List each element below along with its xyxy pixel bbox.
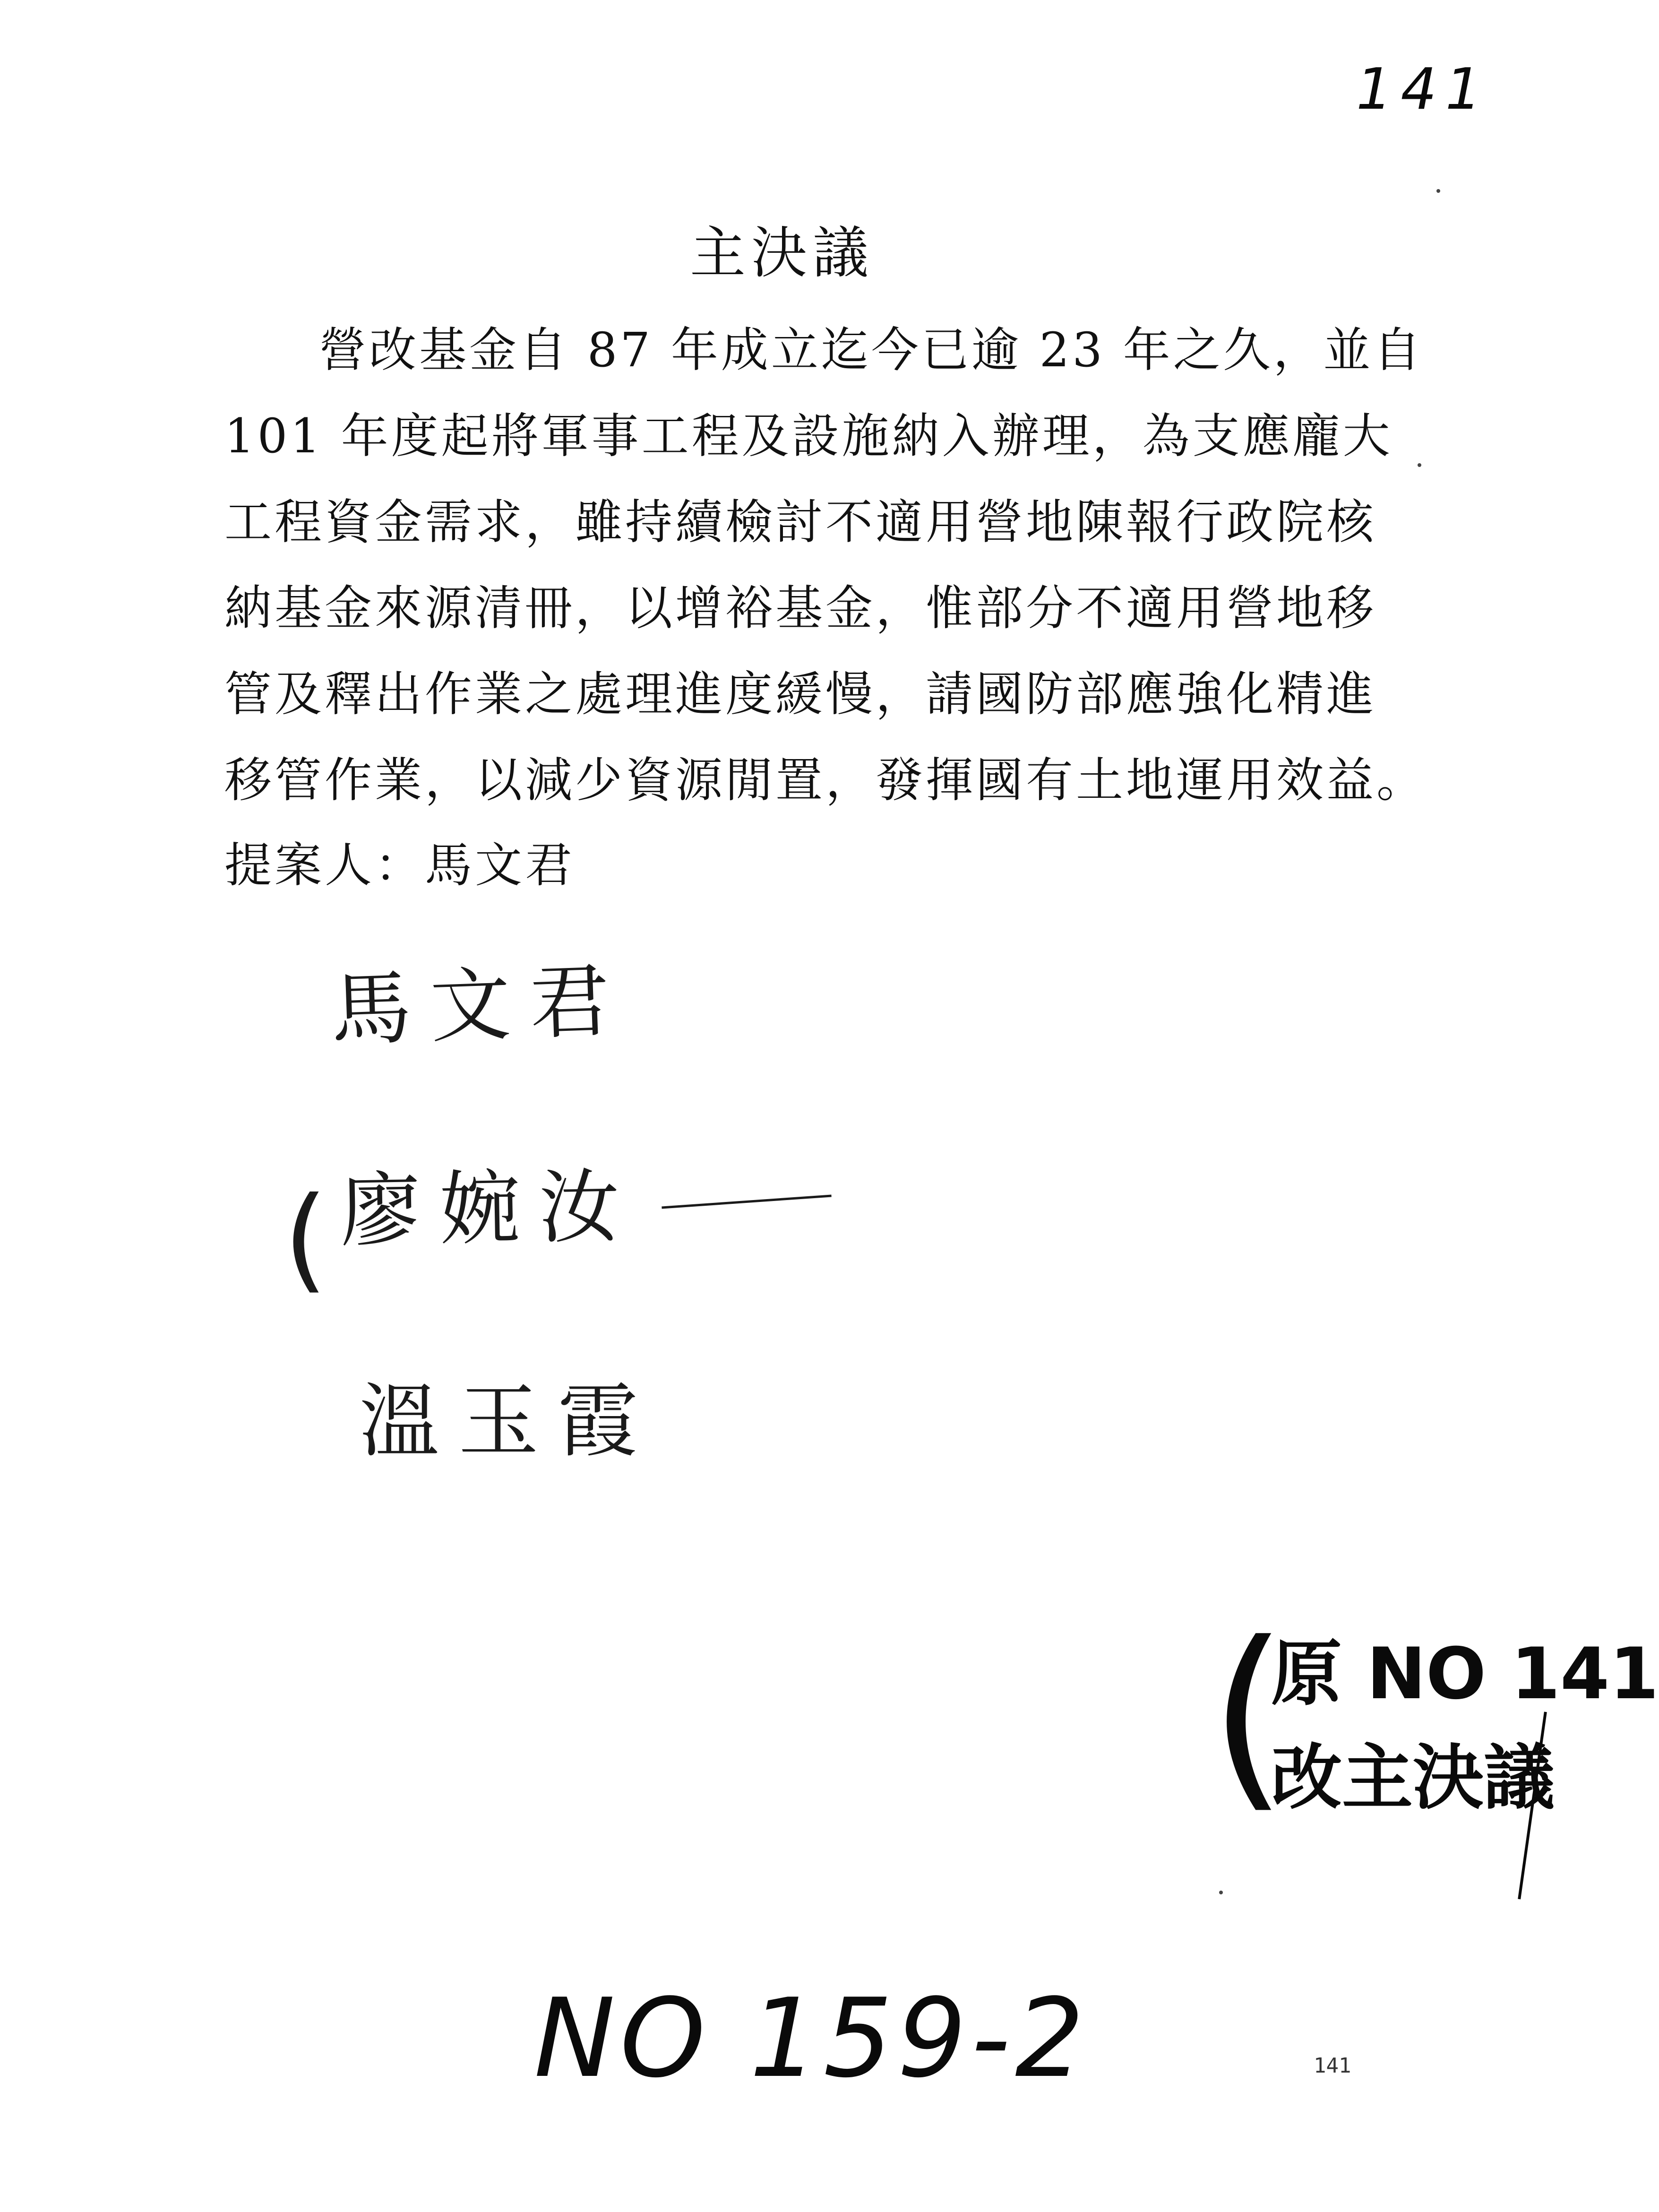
scan-speck: [1418, 463, 1421, 467]
signature: 溫玉霞: [359, 1375, 657, 1469]
handwritten-document-number: NO 159-2: [534, 1976, 1089, 2102]
body-line: 管及釋出作業之處理進度緩慢，請國防部應強化精進: [224, 666, 1376, 722]
signature: 馬文君: [329, 954, 630, 1058]
body-line: 納基金來源清冊，以增裕基金，惟部分不適用營地移: [224, 580, 1376, 636]
body-line: 營改基金自 87 年成立迄今已逾 23 年之久，並自: [319, 322, 1424, 378]
body-line: 移管作業，以減少資源閒置，發揮國有土地運用效益。: [224, 752, 1427, 808]
margin-note-bracket: (: [1210, 1600, 1287, 1831]
handwritten-page-mark: 141: [1356, 57, 1490, 122]
body-line: 工程資金需求，雖持續檢討不適用營地陳報行政院核: [224, 494, 1376, 550]
margin-note-line: 改主決議: [1271, 1737, 1555, 1819]
signature: 廖婉汝: [339, 1159, 639, 1259]
signature-bracket-mark: (: [284, 1172, 328, 1305]
body-line: 101 年度起將軍事工程及設施納入辦理，為支應龐大: [224, 408, 1393, 464]
page-number: 141: [1314, 2054, 1351, 2078]
proposer-line: 提案人：馬文君: [224, 838, 575, 893]
margin-note-line: 原 NO 141: [1271, 1633, 1659, 1715]
scan-speck: [1436, 189, 1440, 193]
scan-speck: [1219, 1891, 1223, 1894]
page-title: 主決議: [689, 220, 874, 285]
resolution-body: [224, 307, 1427, 823]
signature-flourish: [662, 1194, 831, 1209]
